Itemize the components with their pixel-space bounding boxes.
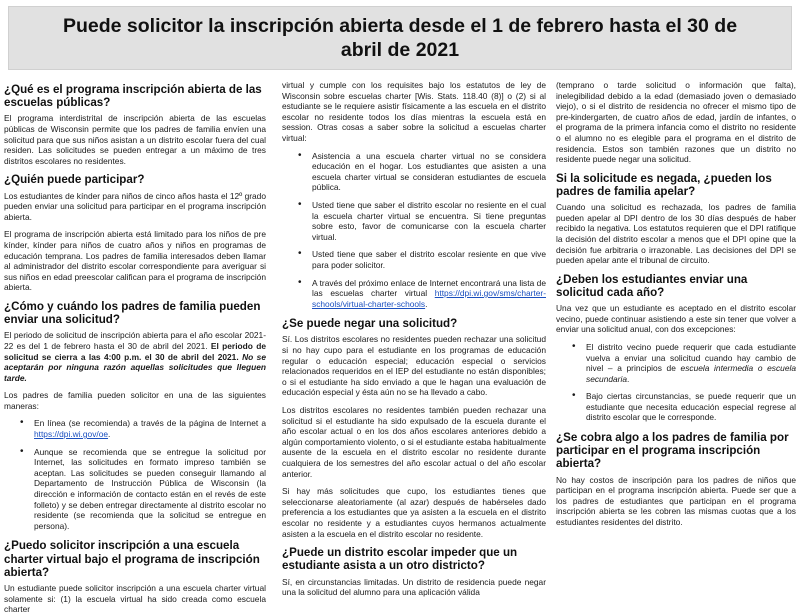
late-notice-text: No se aceptarán por ninguna razón aquellas solicitudes que lleguen tarde.	[4, 351, 266, 383]
list-item	[34, 418, 266, 439]
heading-que-es: ¿Qué es el programa inscripción abierta de las escuelas públicas?	[4, 83, 262, 110]
paragraph: Cuando una solicitud es rechazada, los padres de familia pueden apelar al DPI dentro de los 30 días después de haber recibido la negativa. Los estatutos requieren que el DPI ratifique la decisión del distrito escolar a menos que el DPI opine que la decisión fue arbitraria o irrazonable. Las decisiones del DPI se pueden apelar ante el tribunal de circuito.	[556, 202, 796, 266]
exceptions-list	[556, 342, 796, 423]
charter-schools-link[interactable]: https://dpi.wi.gov/sms/charter-schools/virtual-charter-schools	[312, 288, 546, 309]
paragraph: Sí, en circunstancias limitadas. Un distrito de residencia puede negar una la solicitud del alumno para una aplicación válida	[282, 576, 546, 598]
paragraph: Los padres de familia pueden solicitor en una de las siguientes maneras:	[4, 390, 266, 411]
paragraph: Los distritos escolares no residentes también pueden rechazar una solicitud si el estudiante ha sido expulsado de la escuela durante el año escolar actual o en los dos años escolares anteriores debido a algún comportamiento violento, o si el estudiante estaba habitualmente ausente de la escuela en el distrito escolar no residente durante cualquiera de los semestres del año escolar actual o del año escolar anterior.	[282, 405, 546, 479]
heading-quien-puede: ¿Quién puede participar?	[4, 173, 145, 187]
charter-notes-list	[282, 151, 546, 310]
heading-costos: ¿Se cobra algo a los padres de familia por participar en el programa inscripción abierta?	[556, 431, 789, 471]
paragraph: Sí. Los distritos escolares no residentes pueden rechazar una solicitud si no hay cupo para el estudiante en los programas de educación regular o educación especial; educación especial o servicios relacionados requeridos en el IEP del estudiante no están disponibles; o si el estudiante ha sido enviado a que le hagan una evaluación de educación especial y ésta aún no se ha llevado a cabo.	[282, 334, 546, 398]
application-methods-list	[4, 418, 266, 531]
column-2	[282, 80, 546, 598]
paragraph: (temprano o tarde solicitud o información que falta), inelegibilidad debido a la edad (demasiado joven o demasiado viejo), o si el distrito de residencia no ofrecer el mismo tipo de pre-kindergarten, de cuatro años de edad, jardín de infantes, o el programa de la primera infancia como el distrito no residente o el alumno no es elegible para el programa en el distrito de residencia. Estos son también razones que un distrito no residente puede negar una solicitud.	[556, 80, 796, 165]
list-item: • Bajo ciertas circunstancias, se puede requerir que un estudiante que necesita educación especial regrese al distrito escolar que le corresponde.	[586, 391, 796, 423]
heading-negar-solicitud: ¿Se puede negar una solicitud?	[282, 317, 458, 331]
text-run: .	[108, 429, 111, 440]
application-period-paragraph	[4, 330, 266, 383]
paragraph: No hay costos de inscripción para los padres de niños que participan en el programa inscripción abierta. Puede ser que a los padres de estudiantes que participan en el programa inscripción abierta se les cobren las mismas cuotas que a los estudiantes residentes del distrito.	[556, 474, 796, 528]
heading-cada-ano: ¿Deben los estudiantes enviar una solicitud cada año?	[556, 272, 748, 299]
heading-charter-virtual: ¿Puedo solicitor inscripción a una escuela charter virtual bajo el programa de inscripción abierta?	[4, 539, 260, 579]
column-1	[4, 80, 266, 615]
deadline-text: El periodo de solicitud se cierra a las 4:00 p.m. el 30 de abril del 2021.	[4, 340, 266, 362]
list-item	[586, 342, 796, 384]
page-title: Puede solicitor la inscripción abierta desde el 1 de febrero hasta el 30 de abril de 2021	[62, 15, 738, 61]
title-banner	[8, 6, 792, 70]
text-run: En línea (se recomienda) a través de la página de Internet a	[34, 418, 266, 429]
paragraph: virtual y cumple con los requisites bajo los estatutos de ley de Wisconsin sobre escuelas charter [Wis. Stats. 118.40 (8)] o (2) si al estudiante se le requiere asistir físicamente a las escuela en el distrito escolar no residente todos los días mientras la escuela está en session. Otras cosas a saber sobre la solicitud a escuelas charter virtual:	[282, 80, 546, 143]
paragraph: Un estudiante puede solicitor inscripción a una escuela charter virtual solamente si: (1) la escuela virtual ha sido creada como escuela charter	[4, 583, 266, 615]
heading-apelar: Si la solicitude es negada, ¿pueden los padres de familia apelar?	[556, 171, 772, 198]
text-run: A través del próximo enlace de Internet encontrará una lista de las escuelas charter virtual	[312, 277, 546, 299]
column-3	[556, 80, 796, 561]
list-item: • Usted tiene que saber el distrito escolar resiente en que vive para poder solicitor.	[312, 249, 546, 270]
list-item: • Usted tiene que saber el distrito escolar no resiente en el cual la escuela charter virtual se encuentra. Si tiene preguntas sobre esto, favor de comunicarse con la escuela charter virtual.	[312, 200, 546, 242]
paragraph: Una vez que un estudiante es aceptado en el distrito escolar vecino, puede continuar asistiendo a este sin tener que volver a enviar una solicitud anual, con dos excepciones:	[556, 303, 796, 335]
paragraph: El programa interdistrital de inscripción abierta de las escuelas públicas de Wisconsin permite que los padres de familia envíen una solicitud para que sus niños asistan a un distrito escolar fuera del cual residen. Las solicitudes se pueden entregar a un máximo de tres distritos escolares no residentes.	[4, 113, 266, 166]
heading-impedir-asistencia: ¿Puede un distrito escolar impeder que un estudiante asista a un otro districto?	[282, 546, 518, 573]
oe-link[interactable]: https://dpi.wi.gov/oe	[34, 429, 109, 440]
list-item: • Asistencia a una escuela charter virtual no se considera educación en el hogar. Los estudiantes que asisten a una escuela charter virtual se consideran estudiantes de escuela pública.	[312, 151, 546, 193]
paragraph: Los estudiantes de kínder para niños de cinco años hasta el 12º grado pueden enviar una solicitud para participar en el programa inscripción abierta.	[4, 190, 266, 222]
list-item	[312, 278, 546, 310]
text-run: .	[626, 373, 630, 384]
text-run: El periodo de solicitud de inscripción abierta para el año escolar 2021-22 es del 1 de febrero hasta el 30 de abril del 2021.	[4, 330, 266, 351]
heading-como-cuando: ¿Cómo y cuándo los padres de familia pueden enviar una solicitud?	[4, 299, 261, 327]
list-item: • Aunque se recomienda que se entregue la solicitud por Internet, las solicitudes en formato impreso también se aceptan. Las solicitudes se pueden conseguir llamando al Departamento de Instrucción Pública de Wisconsin (la dirección e información de contacto están en el revés de este folleto) y se deben entregar directamente al distrito escolar no residente (se recomienda que la solicitud se entregue en persona).	[34, 447, 266, 532]
italic-text: escuela intermedia o escuela secundaria	[586, 363, 796, 384]
paragraph: Si hay más solicitudes que cupo, los estudiantes tienes que seleccionarse aleatoriamente (al azar) después de habérseles dado preferencia a los estudiantes que ya asisten a la escuela en el distrito escolar no residente y a estudiantes cuyos hermanos actualmente asisten a la escuela en el distrito escolar no residente.	[282, 486, 546, 539]
text-run: El distrito vecino puede requerir que cada estudiante vuelva a enviar una solicitud cuando hay cambio de nivel – a principios de	[586, 341, 796, 374]
paragraph: El programa de inscripción abierta está limitado para los niños de pre kínder, kínder para niños de cuatro años y niños en programas de educación temprana. Los padres de familia interesados deben llamar al administrador del distrito escolar correspondiente para averiguar si sus niños en edad preescolar califican para el programa de inscripción abierta.	[4, 229, 266, 293]
text-run: .	[425, 298, 428, 309]
